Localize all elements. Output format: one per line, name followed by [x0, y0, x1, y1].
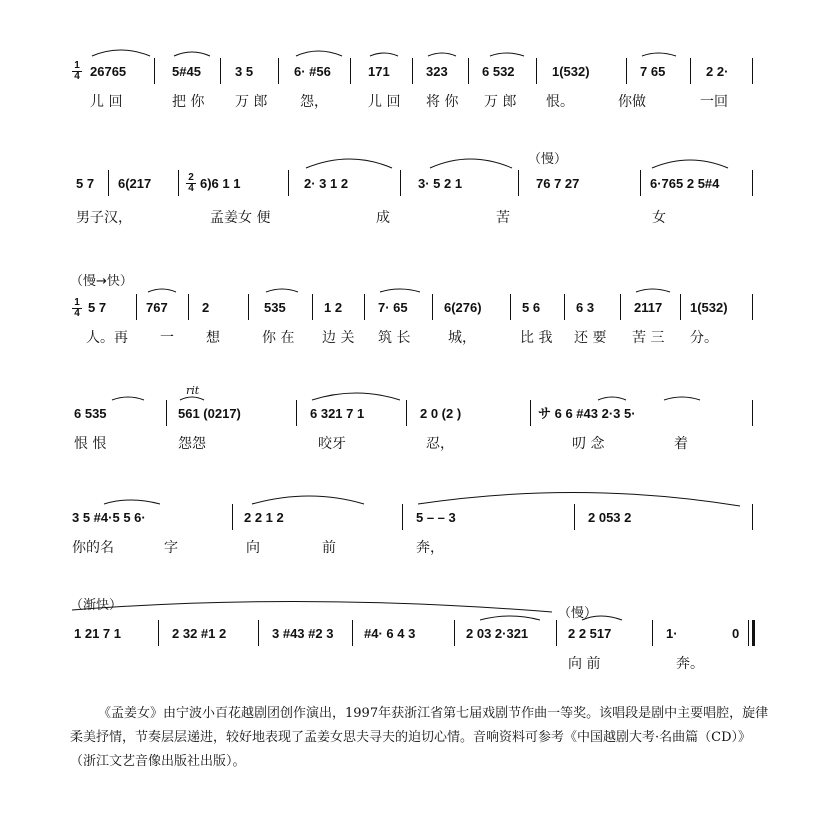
measure: 2117	[634, 300, 663, 315]
lyric: 孟姜女 便	[210, 210, 271, 226]
measure: サ 6 6 #43 2·3 5·	[538, 406, 636, 421]
lyric: 字	[164, 540, 178, 556]
measure: 6 3	[576, 300, 595, 315]
measure: 2 2·	[706, 64, 729, 79]
lyric: 女	[652, 210, 666, 226]
lyric: 叨 念	[572, 436, 605, 452]
time-signature: 1 4	[72, 61, 82, 82]
lyric: 城，	[448, 330, 476, 346]
measure: 5 7	[76, 176, 95, 191]
footnote-text: 《孟姜女》由宁波小百花越剧团创作演出，1997年获浙江省第七届戏剧节作曲一等奖。该唱段是剧中主要唱腔，旋律柔美抒情，节奏层层递进，较好地表现了孟姜女思夫寻夫的迫切心情。音响资料可参考《中国越剧大考·名曲篇（CD）》（浙江文艺音像出版社出版）。	[70, 706, 769, 769]
notes-row	[0, 624, 814, 648]
measure: 1(532)	[552, 64, 590, 79]
lyric: 你的名	[72, 540, 114, 556]
measure: 2 2 1 2	[244, 510, 284, 525]
measure: 2	[202, 300, 210, 315]
measure: 0	[732, 626, 740, 641]
tempo-marking: （慢→快）	[70, 274, 133, 289]
measure: 1(532)	[690, 300, 728, 315]
measure: 1 21 7 1	[74, 626, 121, 641]
measure: 76 7 27	[536, 176, 580, 191]
lyrics-row	[0, 208, 814, 232]
lyric: 怨，	[300, 94, 328, 110]
lyrics-row	[0, 538, 814, 562]
lyric: 儿 回	[90, 94, 123, 110]
lyric: 一回	[700, 94, 728, 110]
lyric: 分。	[690, 330, 718, 346]
measure: 2 0 (2 )	[420, 406, 462, 421]
measure: 767	[146, 300, 168, 315]
measure: 323	[426, 64, 448, 79]
measure: 2· 3 1 2	[304, 176, 349, 191]
lyric: 人。再	[86, 330, 128, 346]
measure: 5#45	[172, 64, 201, 79]
measure: 5 6	[522, 300, 541, 315]
ritardando-marking: rit	[186, 384, 200, 397]
lyric: 苦	[496, 210, 510, 226]
measure: 2 053 2	[588, 510, 632, 525]
lyric: 一	[160, 330, 174, 346]
lyric: 将 你	[426, 94, 459, 110]
time-signature: 1 4	[72, 298, 82, 319]
lyric: 你做	[618, 94, 646, 110]
lyric: 苦 三	[632, 330, 665, 346]
lyrics-row	[0, 434, 814, 458]
lyric: 成	[376, 210, 390, 226]
lyric: 想	[206, 330, 220, 346]
measure: 6 321 7 1	[310, 406, 365, 421]
lyric: 筑 长	[378, 330, 411, 346]
footnote	[70, 702, 770, 774]
tempo-marking: （渐快）	[70, 598, 123, 613]
measure: 3 #43 #2 3	[272, 626, 334, 641]
notes-row	[0, 174, 814, 198]
tempo-marking: （慢）	[558, 606, 598, 621]
lyric: 边 关	[322, 330, 355, 346]
measure: 2 32 #1 2	[172, 626, 227, 641]
lyric: 怨怨	[178, 436, 206, 452]
lyric: 忍，	[426, 436, 454, 452]
lyric: 把 你	[172, 94, 205, 110]
measure: 6(276)	[444, 300, 482, 315]
lyric: 向 前	[568, 656, 601, 672]
lyric: 着	[674, 436, 688, 452]
measure: 1 2	[324, 300, 343, 315]
lyric: 还 要	[574, 330, 607, 346]
measure: 6·765 2 5#4	[650, 176, 720, 191]
measure: 7 65	[640, 64, 666, 79]
lyric: 男子汉，	[76, 210, 132, 226]
lyric: 奔，	[416, 540, 444, 556]
time-signature: 2 4	[186, 173, 196, 194]
lyrics-row	[0, 328, 814, 352]
measure: #4· 6 4 3	[364, 626, 416, 641]
lyric: 奔。	[676, 656, 704, 672]
notes-row	[0, 404, 814, 428]
lyric: 万 郎	[235, 94, 268, 110]
lyrics-row	[0, 92, 814, 116]
measure: 6 535	[74, 406, 107, 421]
lyric: 你 在	[262, 330, 295, 346]
measure: 3 5 #4·5 5 6·	[72, 510, 146, 525]
measure: 561 (0217)	[178, 406, 241, 421]
lyric: 万 郎	[484, 94, 517, 110]
measure: 6(217	[118, 176, 152, 191]
notes-row	[0, 62, 814, 86]
measure: 26765	[90, 64, 127, 79]
lyric: 向	[246, 540, 260, 556]
measure: 3 5	[235, 64, 254, 79]
lyric: 恨 恨	[74, 436, 107, 452]
measure: 1·	[666, 626, 678, 641]
measure: 6 532	[482, 64, 515, 79]
lyric: 比 我	[520, 330, 553, 346]
lyrics-row	[0, 654, 814, 678]
notes-row	[0, 508, 814, 532]
notes-row	[0, 298, 814, 322]
measure: 6· #56	[294, 64, 331, 79]
measure: 7· 65	[378, 300, 408, 315]
lyric: 前	[322, 540, 336, 556]
measure: 5 7	[88, 300, 107, 315]
measure: 171	[368, 64, 390, 79]
measure: 6)6 1 1	[200, 176, 241, 191]
measure: 2 03 2·321	[466, 626, 529, 641]
lyric: 儿 回	[368, 94, 401, 110]
lyric: 恨。	[546, 94, 574, 110]
lyric: 咬牙	[318, 436, 346, 452]
measure: 5 – – 3	[416, 510, 456, 525]
measure: 3· 5 2 1	[418, 176, 463, 191]
measure: 2 2 517	[568, 626, 612, 641]
tempo-marking: （慢）	[528, 152, 568, 167]
measure: 535	[264, 300, 286, 315]
